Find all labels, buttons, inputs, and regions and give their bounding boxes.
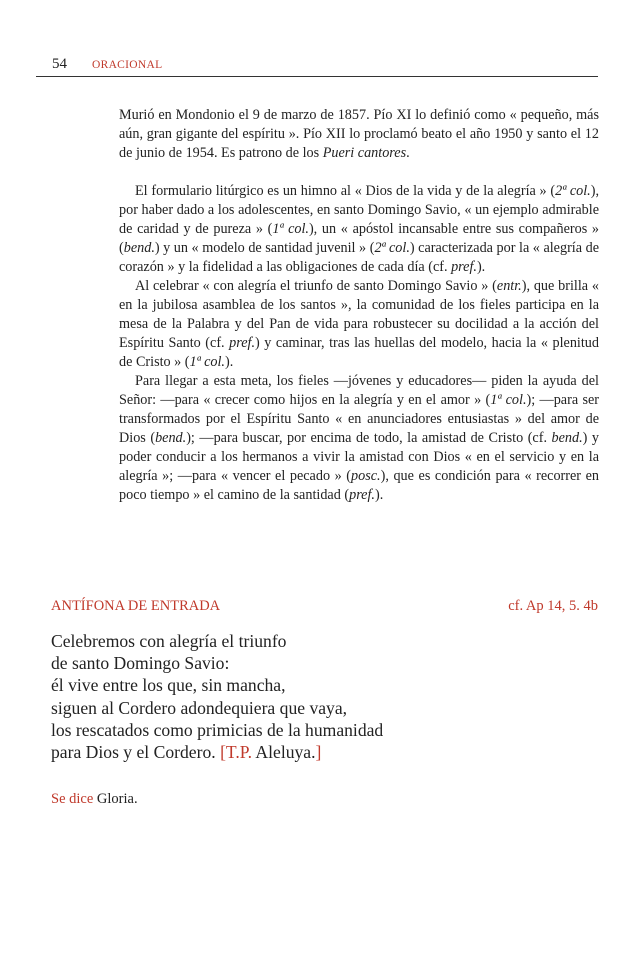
paschal-time-close: ]	[315, 742, 322, 763]
intro-paragraph-2: El formulario litúrgico es un himno al « Dios de la vida y de la alegría » (2ª col.), por haber dado a los adolescentes, en santo Domingo Savio, « un ejemplo admirable de caridad y de pureza » (1ª col.), un « apóstol incansable entre sus compañeros » (bend.) y un « modelo de santidad juvenil » (2ª col.) caracterizada por la « alegría de corazón » y la fidelidad a las obligaciones de cada día (cf. pref.).	[119, 183, 599, 275]
introduction	[119, 106, 599, 505]
page-number: 54	[52, 56, 67, 72]
antiphon-line: de santo Domingo Savio:	[51, 653, 230, 674]
intro-paragraph-1: Murió en Mondonio el 9 de marzo de 1857. Pío XI lo definió como « pequeño, más aún, gran gigante del espíritu ». Pío XII lo proclamó beato el año 1950 y santo el 12 de junio de 1954. Es patrono de los Pueri cantores.	[119, 107, 599, 161]
antiphon-line: Celebremos con alegría el triunfo	[51, 631, 287, 651]
alleluia: Aleluya.	[252, 742, 316, 763]
paschal-time-marker: [T.P.	[220, 742, 252, 763]
running-title: ORACIONAL	[92, 59, 163, 71]
antiphon-heading	[51, 598, 598, 615]
antiphon-line: para Dios y el Cordero. [T.P. Aleluya.]	[51, 742, 322, 763]
intro-paragraph-4: Para llegar a esta meta, los fieles —jóvenes y educadores— piden la ayuda del Señor: —para « crecer como hijos en la alegría y en el amor » (1ª col.); —para ser transformados por el Espíritu Santo « en anunciadores entusiastas » del amor de Dios (bend.); —para buscar, por encima de todo, la amistad de Cristo (cf. bend.) y poder conducir a los hermanos a vivir la amistad con Dios « en el servicio y en la alegría »; —para « vencer el pecado » (posc.), que es condición para « recorrer en poco tiempo » el camino de la santidad (pref.).	[119, 373, 600, 503]
rubric-se-dice: Se dice	[51, 791, 94, 807]
antiphon-text	[51, 630, 611, 763]
rubric-gloria: Gloria.	[93, 791, 138, 807]
page-header	[36, 56, 598, 78]
antiphon-line: los rescatados como primicias de la humanidad	[51, 719, 384, 740]
antiphon-line: siguen al Cordero adondequiera que vaya,	[51, 697, 348, 718]
header-rule	[36, 76, 598, 77]
gloria-rubric	[51, 791, 138, 808]
intro-paragraph-3: Al celebrar « con alegría el triunfo de santo Domingo Savio » (entr.), que brilla « en la jubilosa asamblea de los santos », la comunidad de los fieles participa en la mesa de la Palabra y del Pan de vida para robustecer su docilidad a la acción del Espíritu Santo (cf. pref.) y caminar, tras las huellas del modelo, hacia la « plenitud de Cristo » (1ª col.).	[119, 278, 599, 370]
antiphon-reference: cf. Ap 14, 5. 4b	[508, 598, 598, 614]
antiphon-line: él vive entre los que, sin mancha,	[51, 675, 286, 696]
antiphon-title: ANTÍFONA DE ENTRADA	[51, 598, 221, 614]
